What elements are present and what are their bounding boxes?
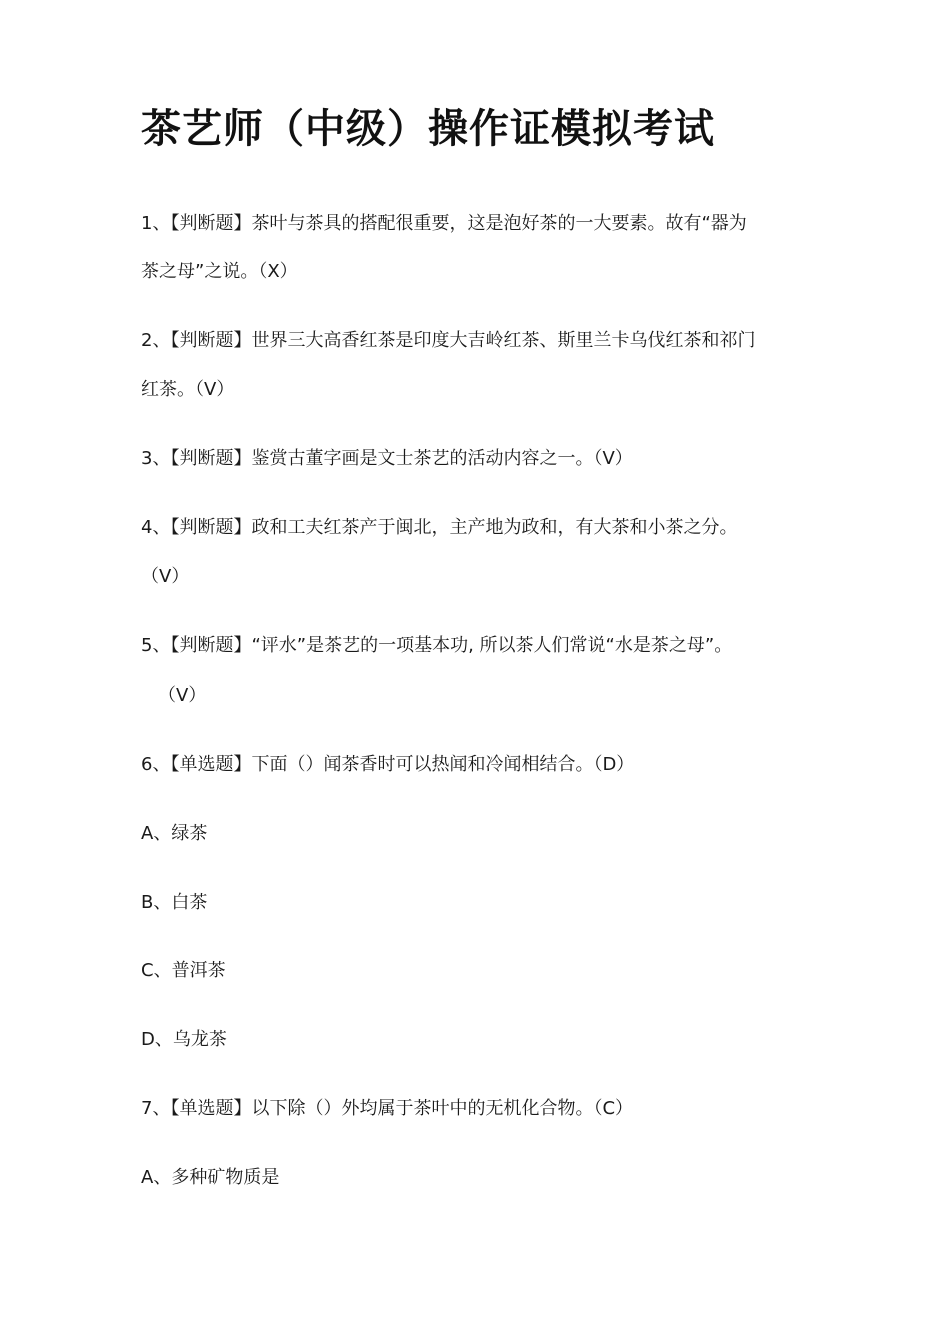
q2-line-2: 红茶。（V） — [141, 379, 235, 400]
q1-line-2: 茶之母”之说。（X） — [141, 261, 298, 282]
q6-option-c: C、普洱茶 — [141, 960, 226, 981]
q4-line-2: （V） — [141, 566, 190, 587]
q5-line-2: （V） — [158, 685, 207, 706]
q6-option-b: B、白茶 — [141, 892, 208, 913]
q6-option-d: D、乌龙茶 — [141, 1029, 227, 1050]
q2-line-1: 2、【判断题】世界三大高香红茶是印度大吉岭红茶、斯里兰卡乌伐红茶和祁门 — [141, 330, 756, 351]
q7-line-1: 7、【单选题】以下除（）外均属于茶叶中的无机化合物。（C） — [141, 1098, 634, 1119]
q3-line-1: 3、【判断题】鉴赏古董字画是文士茶艺的活动内容之一。（V） — [141, 448, 633, 469]
q6-option-a: A、绿茶 — [141, 823, 208, 844]
q1-line-1: 1、【判断题】茶叶与茶具的搭配很重要，这是泡好茶的一大要素。故有“器为 — [141, 213, 747, 234]
q7-option-a: A、多种矿物质是 — [141, 1167, 280, 1188]
q5-line-1: 5、【判断题】“评水”是茶艺的一项基本功, 所以茶人们常说“水是茶之母”。 — [141, 635, 733, 656]
q6-line-1: 6、【单选题】下面（）闻茶香时可以热闻和冷闻相结合。（D） — [141, 754, 635, 775]
q4-line-1: 4、【判断题】政和工夫红茶产于闽北，主产地为政和，有大茶和小茶之分。 — [141, 517, 738, 538]
page-title: 茶艺师（中级）操作证模拟考试 — [141, 106, 715, 152]
